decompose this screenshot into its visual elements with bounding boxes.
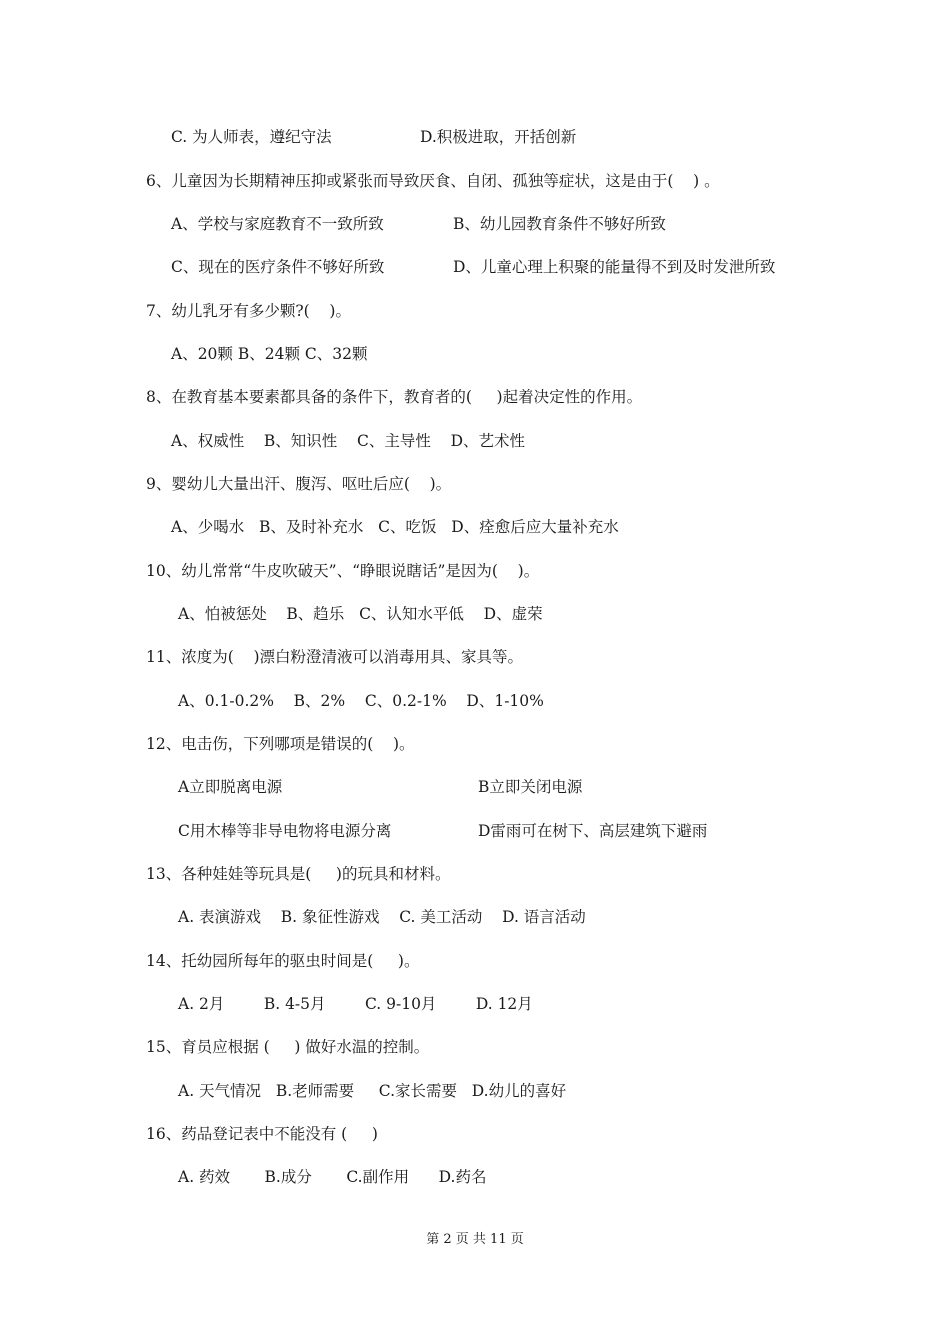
question-8: 8、在教育基本要素都具备的条件下，教育者的( )起着决定性的作用。 (146, 388, 643, 406)
question-11: 11、浓度为( )漂白粉澄清液可以消毒用具、家具等。 (146, 648, 524, 666)
q6-option-c: C、现在的医疗条件不够好所致 (171, 258, 385, 276)
q12-option-b: B立即关闭电源 (478, 778, 583, 796)
question-6: 6、儿童因为长期精神压抑或紧张而导致厌食、自闭、孤独等症状，这是由于( ) 。 (146, 172, 720, 190)
question-12: 12、电击伤，下列哪项是错误的( )。 (146, 735, 415, 753)
question-7: 7、幼儿乳牙有多少颗?( )。 (146, 302, 351, 320)
question-16: 16、药品登记表中不能没有 ( ) (146, 1125, 378, 1143)
q10-options: A、怕被惩处 B、趋乐 C、认知水平低 D、虚荣 (178, 605, 543, 623)
q12-option-a: A立即脱离电源 (178, 778, 283, 796)
q12-option-c: C用木棒等非导电物将电源分离 (178, 822, 392, 840)
q16-options: A. 药效 B.成分 C.副作用 D.药名 (178, 1168, 487, 1186)
question-13: 13、各种娃娃等玩具是( )的玩具和材料。 (146, 865, 451, 883)
q5-option-d: D.积极进取，开括创新 (420, 128, 577, 146)
q6-option-a: A、学校与家庭教育不一致所致 (171, 215, 384, 233)
q9-options: A、少喝水 B、及时补充水 C、吃饭 D、痊愈后应大量补充水 (171, 518, 619, 536)
q14-options: A. 2月 B. 4-5月 C. 9-10月 D. 12月 (178, 995, 533, 1013)
question-10: 10、幼儿常常“牛皮吹破天”、“睁眼说瞎话”是因为( )。 (146, 562, 540, 580)
page-number-footer: 第 2 页 共 11 页 (426, 1232, 524, 1247)
q7-options: A、20颗 B、24颗 C、32颗 (171, 345, 368, 363)
question-14: 14、托幼园所每年的驱虫时间是( )。 (146, 952, 420, 970)
q8-options: A、权威性 B、知识性 C、主导性 D、艺术性 (171, 432, 525, 450)
q6-option-d: D、儿童心理上积聚的能量得不到及时发泄所致 (453, 258, 776, 276)
q5-option-c: C. 为人师表，遵纪守法 (171, 128, 332, 146)
question-15: 15、育员应根据 ( ) 做好水温的控制。 (146, 1038, 430, 1056)
q6-option-b: B、幼儿园教育条件不够好所致 (453, 215, 666, 233)
question-9: 9、婴幼儿大量出汗、腹泻、呕吐后应( )。 (146, 475, 452, 493)
q13-options: A. 表演游戏 B. 象征性游戏 C. 美工活动 D. 语言活动 (178, 908, 586, 926)
q12-option-d: D雷雨可在树下、高层建筑下避雨 (478, 822, 708, 840)
q15-options: A. 天气情况 B.老师需要 C.家长需要 D.幼儿的喜好 (178, 1082, 567, 1100)
q11-options: A、0.1-0.2% B、2% C、0.2-1% D、1-10% (178, 692, 544, 710)
